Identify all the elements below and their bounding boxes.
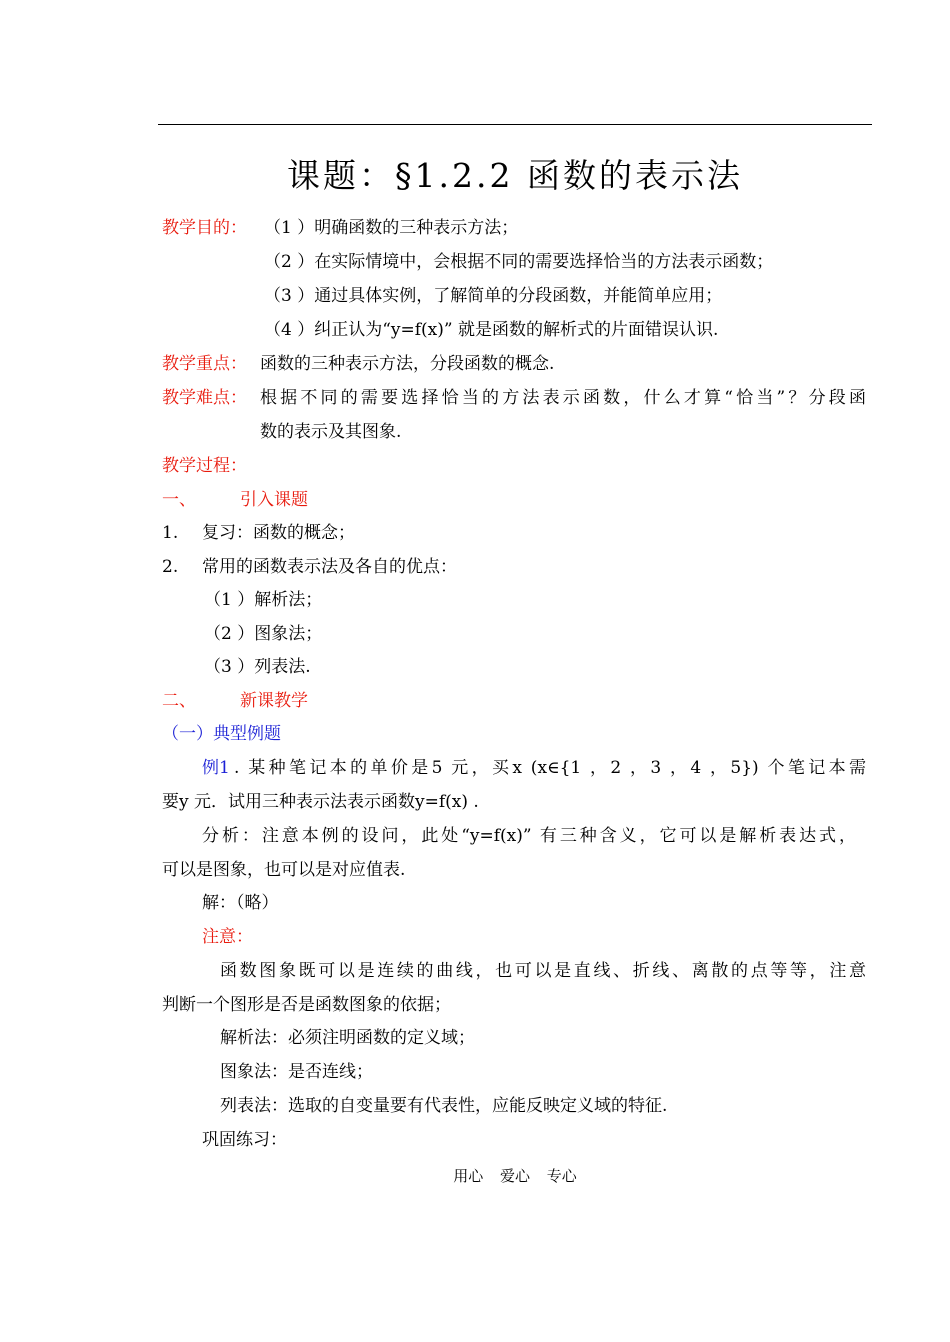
sub-list-item: （3 ）列表法. [204, 657, 311, 677]
page-footer [158, 1165, 872, 1187]
analysis-text-cont: 可以是图象，也可以是对应值表. [162, 860, 406, 880]
subsection-title: （一）典型例题 [162, 724, 281, 744]
example-text: . 某种笔记本的单价是5 元，买x (x∈{1 ，2 ，3 ，4 ，5}) 个笔记本需 [234, 758, 866, 778]
list-item-number: 1. [162, 523, 179, 543]
solution-text: 解：（略） [202, 893, 279, 913]
footer-text: 爱心 [499, 1167, 530, 1185]
note-text-cont: 判断一个图形是否是函数图象的依据； [162, 995, 451, 1015]
objectives-label: 教学目的： [162, 218, 247, 238]
section1-number: 一、 [162, 490, 196, 510]
example-label: 例1 [202, 758, 230, 778]
key-points-label: 教学重点： [162, 354, 247, 374]
objective-item: （4 ）纠正认为“y=f(x)” 就是函数的解析式的片面错误认识. [264, 320, 719, 340]
example-text-cont: 要y 元．试用三种表示法表示函数y=f(x) . [162, 792, 479, 812]
page-title: 课题：§1.2.2 函数的表示法 [287, 156, 743, 195]
objective-item: （3 ）通过具体实例，了解简单的分段函数，并能简单应用； [264, 286, 723, 306]
analysis-text: 分析：注意本例的设问，此处“y=f(x)” 有三种含义，它可以是解析表达式， [202, 826, 856, 846]
key-points-text: 函数的三种表示方法，分段函数的概念. [260, 354, 555, 374]
sub-list-item: （1 ）解析法； [204, 590, 323, 610]
header-rule [158, 124, 872, 125]
list-item: 复习：函数的概念； [202, 523, 355, 543]
list-item-number: 2. [162, 557, 179, 577]
footer-text: 用心 [453, 1167, 484, 1185]
note-item: 图象法：是否连线； [220, 1062, 373, 1082]
note-item: 列表法：选取的自变量要有代表性，应能反映定义域的特征. [220, 1096, 668, 1116]
difficulties-text: 根据不同的需要选择恰当的方法表示函数，什么才算“恰当”？分段函 [260, 388, 866, 408]
list-item: 常用的函数表示法及各自的优点： [202, 557, 457, 577]
note-item: 解析法：必须注明函数的定义域； [220, 1028, 475, 1048]
objective-item: （1 ）明确函数的三种表示方法； [264, 218, 519, 238]
section2-title: 新课教学 [240, 691, 308, 711]
process-label: 教学过程： [162, 456, 247, 476]
difficulties-text-cont: 数的表示及其图象. [260, 422, 402, 442]
section2-number: 二、 [162, 691, 196, 711]
note-label: 注意： [202, 927, 253, 947]
difficulties-label: 教学难点： [162, 388, 247, 408]
section1-title: 引入课题 [240, 490, 308, 510]
sub-list-item: （2 ）图象法； [204, 624, 323, 644]
objective-item: （2 ）在实际情境中，会根据不同的需要选择恰当的方法表示函数； [264, 252, 774, 272]
practice-label: 巩固练习： [202, 1130, 287, 1150]
note-text: 函数图象既可以是连续的曲线，也可以是直线、折线、离散的点等等，注意 [220, 961, 866, 981]
footer-text: 专心 [546, 1167, 577, 1185]
